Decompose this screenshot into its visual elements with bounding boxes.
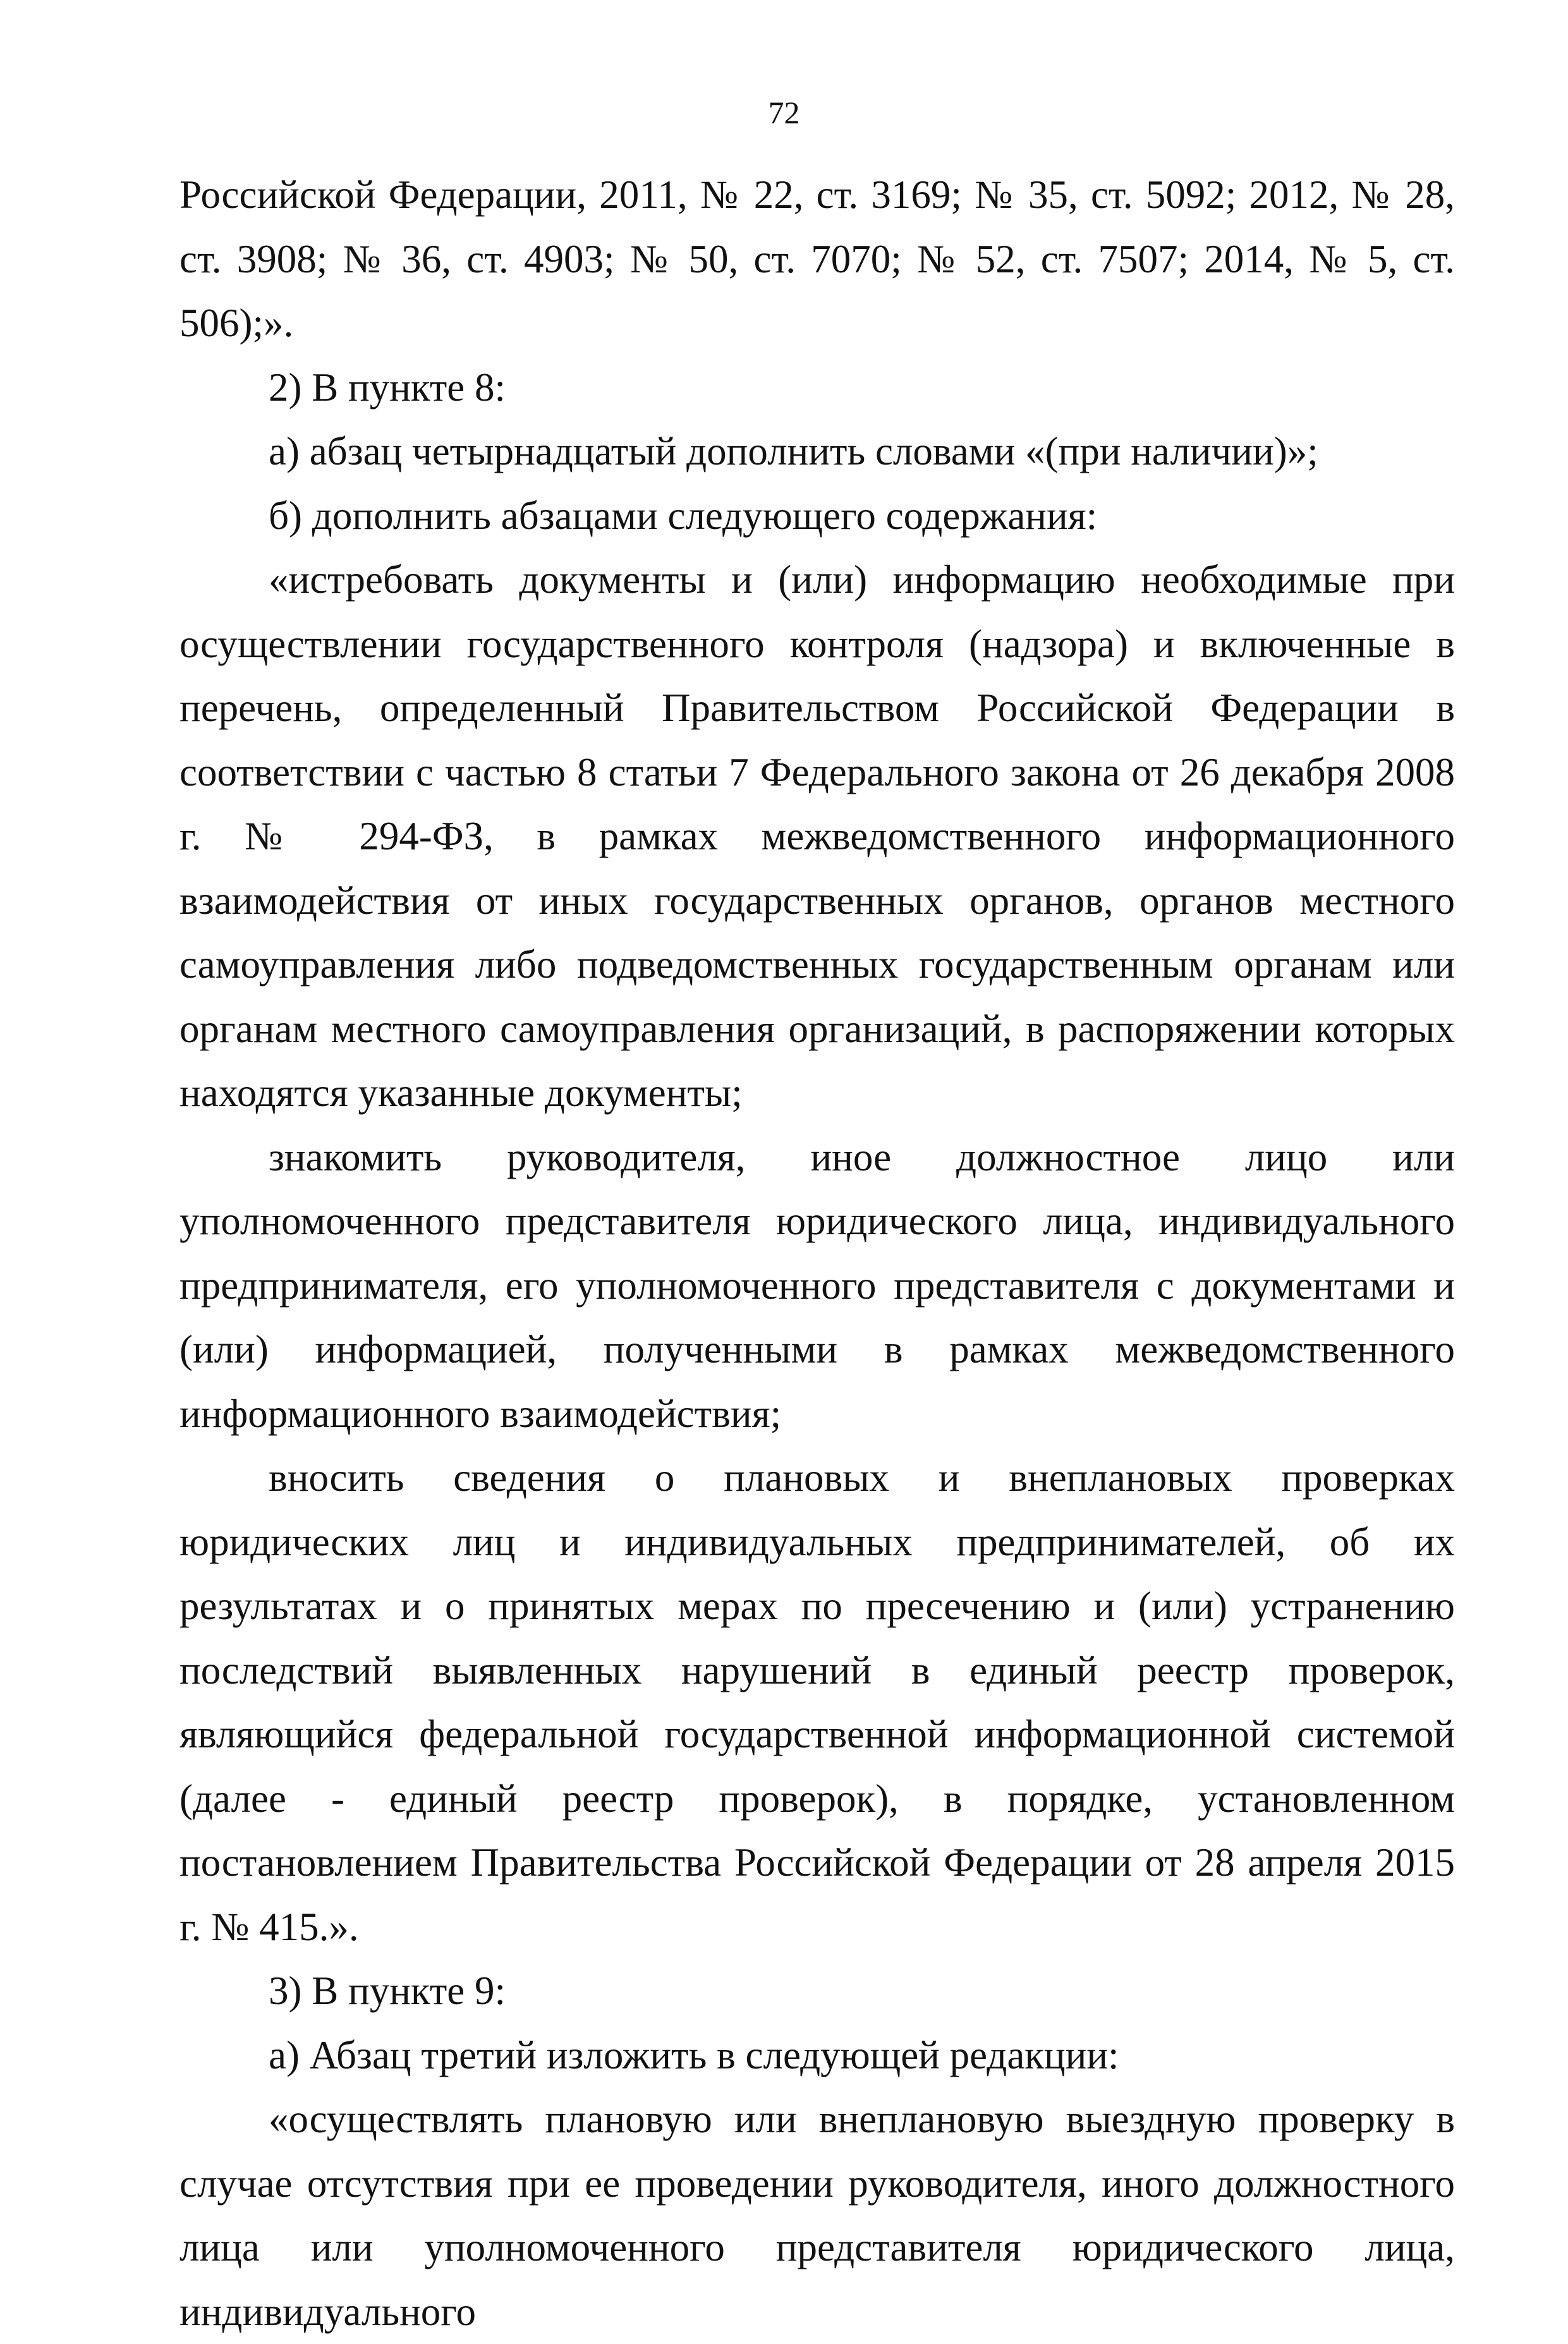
paragraph-acquaint-representative: знакомить руководителя, иное должностное лицо или уполномоченного представителя юридического лица, индивидуального предпринимателя, его уполномоченного представителя с документами и (или) информацией, полученными в рамках межведомственного информационного взаимодействия; xyxy=(179,1134,1455,1436)
page-number: 72 xyxy=(768,95,800,130)
document-body xyxy=(179,163,1455,2344)
paragraph-item-3-heading: 3) В пункте 9: xyxy=(269,1969,506,2013)
paragraph-item-3a: а) Абзац третий изложить в следующей редакции: xyxy=(269,2032,1119,2077)
paragraph-request-documents: «истребовать документы и (или) информацию необходимые при осуществлении государственного контроля (надзора) и включенные в перечень, определенный Правительством Российской Федерации в соответствии с частью 8 статьи 7 Федерального закона от 26 декабря 2008 г. № 294-ФЗ, в рамках межведомственного информационного взаимодействия от иных государственных органов, органов местного самоуправления либо подведомственных государственным органам или органам местного самоуправления организаций, в распоряжении которых находятся указанные документы; xyxy=(179,557,1455,1115)
paragraph-item-2a: а) абзац четырнадцатый дополнить словами «(при наличии)»; xyxy=(269,429,1318,473)
paragraph-inspection-registry: вносить сведения о плановых и внеплановых проверках юридических лиц и индивидуальных предпринимателей, об их результатах и о принятых мерах по пресечению и (или) устранению последствий выявленных нарушений в единый реестр проверок, являющийся федеральной государственной информационной системой (далее - единый реестр проверок), в порядке, установленном постановлением Правительства Российской Федерации от 28 апреля 2015 г. № 415.». xyxy=(179,1455,1455,1949)
paragraph-citation-continuation: Российской Федерации, 2011, № 22, ст. 3169; № 35, ст. 5092; 2012, № 28, ст. 3908; № 36, ст. 4903; № 50, ст. 7070; № 52, ст. 7507; 2014, № 5, ст. 506);». xyxy=(179,173,1455,345)
paragraph-item-2b: б) дополнить абзацами следующего содержания: xyxy=(269,493,1098,538)
paragraph-item-2-heading: 2) В пункте 8: xyxy=(269,365,506,410)
paragraph-onsite-inspection: «осуществлять плановую или внеплановую выездную проверку в случае отсутствия при ее проведении руководителя, иного должностного лица или уполномоченного представителя юридического лица, индивидуального xyxy=(179,2097,1455,2334)
